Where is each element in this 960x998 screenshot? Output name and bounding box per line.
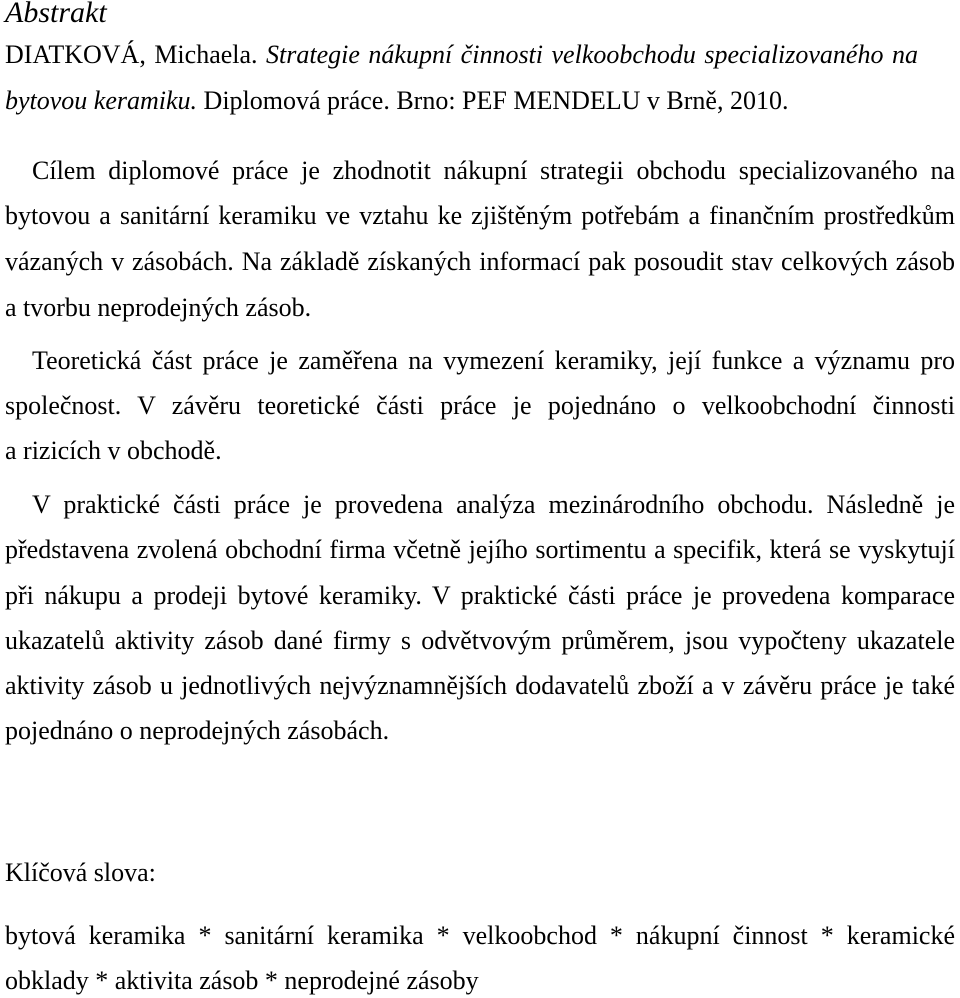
paragraph-3-line-1: V praktické části práce je provedena analýza mezinárodního obchodu. Následně je [32, 490, 955, 519]
paragraph-3-line-4: ukazatelů aktivity zásob dané firmy s odvětvovým průměrem, jsou vypočteny ukazatele [5, 626, 955, 655]
paragraph-3-line-2: představena zvolená obchodní firma včetně jejího sortimentu a specifik, která se vyskytují [5, 535, 955, 564]
keywords-line-1: bytová keramika * sanitární keramika * velkoobchod * nákupní činnost * keramické [5, 921, 955, 950]
keywords-label: Klíčová slova: [5, 858, 156, 887]
paragraph-3-line-3: při nákupu a prodeji bytové keramiky. V praktické části práce je provedena komparace [5, 581, 955, 610]
paragraph-3-line-5: aktivity zásob u jednotlivých nejvýznamnějších dodavatelů zboží a v závěru práce je také [5, 671, 955, 700]
citation-author: DIATKOVÁ, Michaela. [5, 40, 258, 69]
citation-line-1 [5, 40, 955, 70]
paragraph-2-line-3: a rizicích v obchodě. [5, 436, 222, 465]
citation-line-2 [5, 86, 955, 116]
citation-details: Diplomová práce. Brno: PEF MENDELU v Brně, 2010. [203, 86, 789, 115]
citation-title-part-2: bytovou keramiku. [5, 86, 198, 115]
paragraph-1-line-2: bytovou a sanitární keramiku ve vztahu ke zjištěným potřebám a finančním prostředkům [5, 201, 955, 230]
paragraph-3-line-6: pojednáno o neprodejných zásobách. [5, 716, 390, 745]
keywords-line-2: obklady * aktivita zásob * neprodejné zásoby [5, 966, 479, 995]
citation-title-part-1: Strategie nákupní činnosti velkoobchodu specializovaného na [266, 40, 918, 69]
paragraph-2-line-1: Teoretická část práce je zaměřena na vymezení keramiky, její funkce a významu pro [32, 346, 955, 375]
paragraph-2-line-2: společnost. V závěru teoretické části práce je pojednáno o velkoobchodní činnosti [5, 391, 955, 420]
paragraph-1-line-3: vázaných v zásobách. Na základě získaných informací pak posoudit stav celkových zásob [5, 247, 955, 276]
paragraph-1-line-1: Cílem diplomové práce je zhodnotit nákupní strategii obchodu specializovaného na [32, 156, 955, 185]
paragraph-1-line-4: a tvorbu neprodejných zásob. [5, 293, 312, 322]
abstract-heading: Abstrakt [5, 0, 107, 29]
